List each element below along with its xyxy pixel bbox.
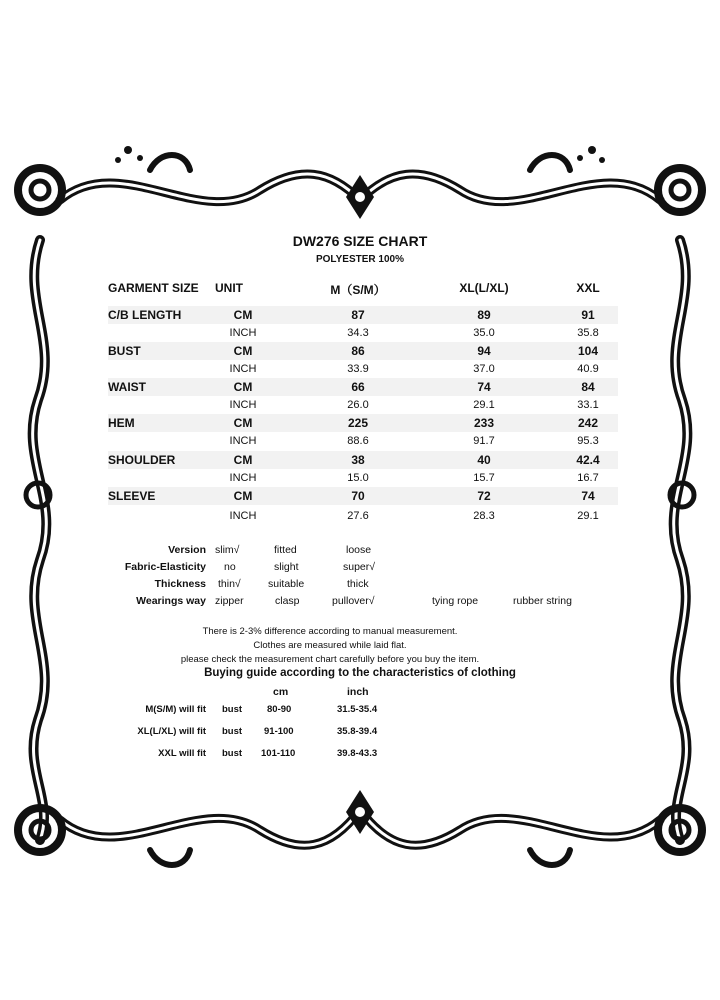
value-cm-xxl: 242	[577, 416, 599, 430]
value-cm-xl: 233	[473, 416, 495, 430]
guide-cm: 101-110	[261, 748, 296, 759]
value-cm-xl: 40	[477, 453, 491, 467]
attribute-option: no	[224, 561, 236, 573]
unit-cm: CM	[233, 453, 253, 467]
guide-inch-header: inch	[347, 686, 369, 698]
measurement-name: C/B LENGTH	[108, 308, 182, 322]
attribute-option: tying rope	[432, 595, 479, 607]
attribute-option: fitted	[274, 544, 297, 556]
value-inch-xl: 28.3	[473, 510, 495, 522]
value-inch-m: 15.0	[347, 472, 369, 484]
table-row	[108, 414, 618, 432]
value-inch-xl: 35.0	[473, 327, 495, 339]
unit-inch: INCH	[229, 435, 257, 447]
unit-inch: INCH	[229, 327, 257, 339]
value-cm-m: 66	[351, 380, 365, 394]
value-inch-xl: 37.0	[473, 363, 495, 375]
table-row	[108, 342, 618, 360]
value-inch-m: 34.3	[347, 327, 369, 339]
header-size-xl: XL(L/XL)	[459, 281, 509, 295]
attribute-option: pullover√	[332, 595, 375, 607]
value-inch-xxl: 40.9	[577, 363, 599, 375]
table-row	[108, 378, 618, 396]
guide-fit: XXL will fit	[158, 748, 206, 759]
guide-cm: 91-100	[264, 726, 294, 737]
unit-inch: INCH	[229, 363, 257, 375]
table-row	[108, 432, 618, 450]
attribute-option: super√	[343, 561, 376, 573]
unit-cm: CM	[233, 489, 253, 503]
value-inch-xxl: 16.7	[577, 472, 599, 484]
attribute-option: clasp	[275, 595, 300, 607]
guide-part: bust	[222, 704, 243, 715]
table-row	[108, 507, 618, 525]
unit-inch: INCH	[229, 510, 257, 522]
value-cm-xl: 72	[477, 489, 491, 503]
guide-cm-header: cm	[273, 686, 289, 698]
note-line: Clothes are measured while laid flat.	[253, 640, 407, 651]
note-line: please check the measurement chart carefully before you buy the item.	[180, 654, 480, 665]
measurement-name: SLEEVE	[108, 489, 156, 503]
value-cm-xxl: 104	[577, 344, 599, 358]
guide-part: bust	[222, 748, 243, 759]
value-inch-xxl: 95.3	[577, 435, 599, 447]
attribute-option: suitable	[268, 578, 305, 590]
value-cm-xl: 74	[477, 380, 491, 394]
table-row	[108, 360, 618, 378]
attribute-label: Wearings way	[136, 595, 206, 607]
unit-cm: CM	[233, 344, 253, 358]
table-row	[108, 324, 618, 342]
value-cm-xxl: 84	[581, 380, 595, 394]
value-cm-xxl: 91	[581, 308, 595, 322]
unit-inch: INCH	[229, 399, 257, 411]
attribute-option: zipper	[215, 595, 244, 607]
guide-fit: M(S/M) will fit	[145, 704, 206, 715]
attribute-option: thick	[347, 578, 369, 590]
material-label: POLYESTER 100%	[315, 254, 404, 265]
table-row	[108, 451, 618, 469]
value-inch-xxl: 29.1	[577, 510, 599, 522]
value-inch-xxl: 33.1	[577, 399, 599, 411]
measurement-name: BUST	[108, 344, 141, 358]
unit-cm: CM	[233, 416, 253, 430]
value-cm-m: 225	[347, 416, 369, 430]
unit-cm: CM	[233, 308, 253, 322]
attribute-option: rubber string	[513, 595, 572, 607]
value-cm-xxl: 74	[581, 489, 595, 503]
value-inch-m: 88.6	[347, 435, 369, 447]
value-inch-xl: 29.1	[473, 399, 495, 411]
value-cm-m: 38	[351, 453, 365, 467]
measurement-name: HEM	[108, 416, 135, 430]
guide-inch: 35.8-39.4	[337, 726, 378, 737]
header-garment-size: GARMENT SIZE	[108, 281, 199, 295]
unit-inch: INCH	[229, 472, 257, 484]
value-inch-m: 26.0	[347, 399, 369, 411]
attribute-label: Fabric-Elasticity	[124, 561, 206, 573]
value-inch-m: 33.9	[347, 363, 369, 375]
header-size-xxl: XXL	[576, 281, 600, 295]
table-row	[108, 396, 618, 414]
guide-inch: 39.8-43.3	[337, 748, 378, 759]
value-inch-xxl: 35.8	[577, 327, 599, 339]
note-line: There is 2-3% difference according to manual measurement.	[202, 626, 458, 637]
value-inch-xl: 15.7	[473, 472, 495, 484]
guide-inch: 31.5-35.4	[337, 704, 378, 715]
value-inch-m: 27.6	[347, 510, 369, 522]
attribute-option: thin√	[218, 578, 241, 590]
value-cm-xxl: 42.4	[576, 453, 600, 467]
value-cm-xl: 89	[477, 308, 491, 322]
header-size-m: M（S/M）	[330, 283, 386, 297]
attribute-option: slim√	[215, 544, 240, 556]
measurement-name: SHOULDER	[108, 453, 176, 467]
value-inch-xl: 91.7	[473, 435, 495, 447]
value-cm-m: 86	[351, 344, 365, 358]
attribute-label: Version	[168, 544, 206, 556]
value-cm-xl: 94	[477, 344, 491, 358]
value-cm-m: 70	[351, 489, 365, 503]
header-unit: UNIT	[215, 281, 243, 295]
measurement-name: WAIST	[108, 380, 146, 394]
table-row	[108, 306, 618, 324]
buying-guide-title: Buying guide according to the characteristics of clothing	[204, 667, 516, 679]
table-row	[108, 469, 618, 487]
guide-part: bust	[222, 726, 243, 737]
chart-title: DW276 SIZE CHART	[292, 233, 428, 249]
table-row	[108, 487, 618, 505]
attribute-option: slight	[274, 561, 299, 573]
attribute-label: Thickness	[154, 578, 206, 590]
guide-cm: 80-90	[267, 704, 292, 715]
value-cm-m: 87	[351, 308, 365, 322]
guide-fit: XL(L/XL) will fit	[137, 726, 206, 737]
attribute-option: loose	[346, 544, 372, 556]
unit-cm: CM	[233, 380, 253, 394]
